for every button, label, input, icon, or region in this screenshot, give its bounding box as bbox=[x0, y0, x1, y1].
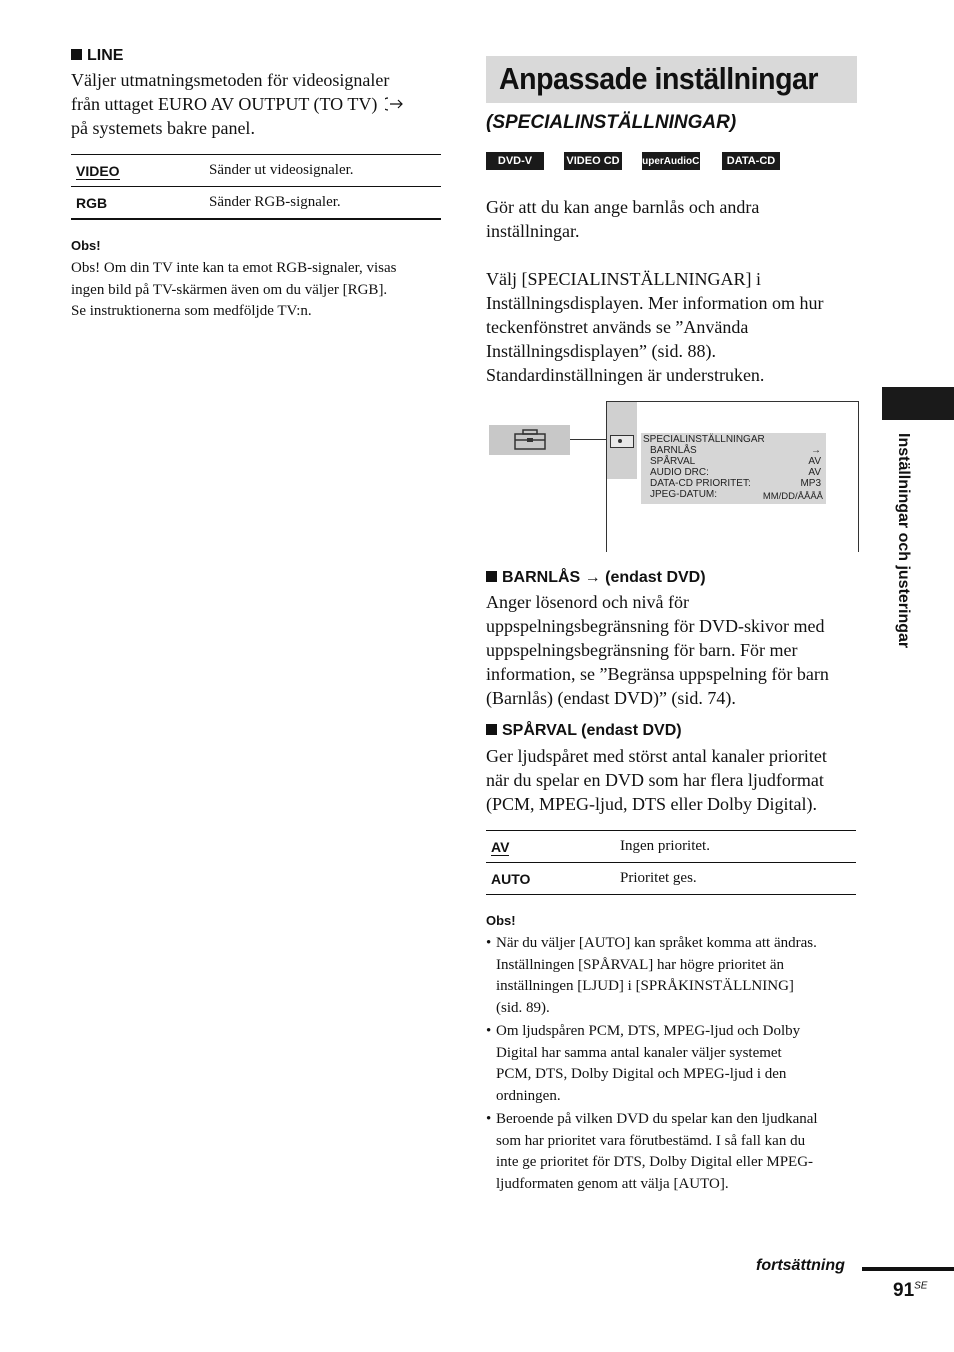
menu-title: SPECIALINSTÄLLNINGAR bbox=[643, 434, 765, 445]
display-frame bbox=[606, 401, 859, 552]
intro-paragraph: Gör att du kan ange barnlås och andra inställningar. bbox=[486, 197, 760, 241]
selected-icon-box bbox=[610, 435, 634, 448]
list-item: • Om ljudspåren PCM, DTS, MPEG-ljud och Dolby Digital har samma antal kanaler väljer systemet PCM, DTS, Dolby Digital och MPEG-ljud i den ordningen. bbox=[486, 1023, 801, 1104]
chapter-side-label: Inställningar och justeringar bbox=[895, 433, 912, 649]
page-subtitle: (SPECIALINSTÄLLNINGAR) bbox=[486, 112, 737, 133]
data-cd-logo: DATA-CD bbox=[722, 152, 780, 170]
instructions-paragraph: Välj [SPECIALINSTÄLLNINGAR] i Inställningsdisplayen. Mer information om hur teckenfönstret används se ”Använda Inställningsdisplayen” (sid. 88). Standardinställningen är understruken. bbox=[486, 269, 824, 385]
sparval-table bbox=[486, 830, 856, 895]
table-row: AV Ingen prioritet. bbox=[486, 831, 856, 863]
page-number: $91^{SE}$ bbox=[893, 1280, 928, 1301]
video-cd-logo: VIDEO CD bbox=[564, 152, 622, 170]
barnlas-paragraph: Anger lösenord och nivå för uppspelningsbegränsning för DVD-skivor med uppspelningsbegränsning för barn. För mer information, se ”Begränsa uppspelning för barn (Barnlås) (endast DVD)” (sid. 74). bbox=[486, 592, 829, 708]
line-table bbox=[71, 154, 441, 220]
menu-value-data-cd: MP3 bbox=[800, 478, 821, 489]
table-row: VIDEO Sänder ut videosignaler. bbox=[71, 155, 441, 187]
sparval-heading: SPÅRVAL (endast DVD) bbox=[486, 722, 682, 740]
dvd-v-logo: DVD-V bbox=[486, 152, 544, 170]
table-row: RGB Sänder RGB-signaler. bbox=[76, 194, 341, 211]
super-audio-cd-logo: SuperAudioCD bbox=[642, 152, 700, 170]
line-paragraph: Väljer utmatningsmetoden för videosignaler från uttaget EURO AV OUTPUT (TO TV) på systemets bakre panel. bbox=[71, 68, 451, 140]
list-item: • Beroende på vilken DVD du spelar kan den ljudkanal som har prioritet vara förutbestämd. I så fall kan du inte ge prioritet för DTS, Dolby Digital eller MPEG- ljudformaten genom att välja [AUTO]. bbox=[486, 1111, 818, 1192]
square-bullet-icon bbox=[486, 571, 497, 582]
title-banner bbox=[486, 56, 857, 103]
toolbox-icon bbox=[489, 425, 570, 455]
menu-item-jpeg: JPEG-DATUM: bbox=[650, 489, 718, 500]
menu-item-data-cd: DATA-CD PRIORITET: bbox=[650, 478, 751, 489]
menu-value-jpeg: MM/DD/ÅÅÅÅ bbox=[762, 491, 823, 502]
menu-panel bbox=[641, 433, 826, 504]
continued-rule bbox=[862, 1267, 954, 1271]
list-item: • När du väljer [AUTO] kan språket komma att ändras. Inställningen [SPÅRVAL] har högre prioritet än inställningen [LJUD] i [SPRÅKINSTÄLLNING] (sid. 89). bbox=[486, 935, 817, 1016]
toolbox-tab bbox=[489, 425, 570, 455]
right-obs-notes bbox=[486, 933, 861, 1195]
square-bullet-icon bbox=[486, 724, 497, 735]
menu-value-barnlas: → bbox=[811, 445, 821, 456]
left-obs-text: Obs! Om din TV inte kan ta emot RGB-signaler, visas ingen bild på TV-skärmen även om du väljer [RGB]. Se instruktionerna som medföljde TV:n. bbox=[71, 260, 397, 319]
line-heading: LINE bbox=[71, 47, 123, 65]
barnlas-heading: BARNLÅS → (endast DVD) bbox=[486, 569, 706, 587]
right-obs-heading: Obs! bbox=[486, 913, 516, 928]
connector-line bbox=[570, 439, 610, 440]
square-bullet-icon bbox=[71, 49, 82, 60]
menu-item-audio-drc: AUDIO DRC: bbox=[650, 467, 709, 478]
menu-value-audio-drc: AV bbox=[808, 467, 821, 478]
menu-item-barnlas: BARNLÅS bbox=[650, 445, 697, 456]
table-row: AUTO Prioritet ges. bbox=[491, 870, 697, 887]
continued-label: fortsättning bbox=[756, 1257, 845, 1274]
chapter-tab-marker bbox=[882, 387, 954, 420]
left-obs-heading: Obs! bbox=[71, 238, 101, 253]
output-arrow-icon bbox=[385, 96, 405, 112]
sparval-paragraph: Ger ljudspåret med störst antal kanaler prioritet när du spelar en DVD som har flera ljudformat (PCM, MPEG-ljud, DTS eller Dolby Digital). bbox=[486, 746, 827, 814]
menu-value-sparval: AV bbox=[808, 456, 821, 467]
menu-item-sparval: SPÅRVAL bbox=[650, 456, 696, 467]
page-title: Anpassade inställningar bbox=[499, 61, 819, 96]
